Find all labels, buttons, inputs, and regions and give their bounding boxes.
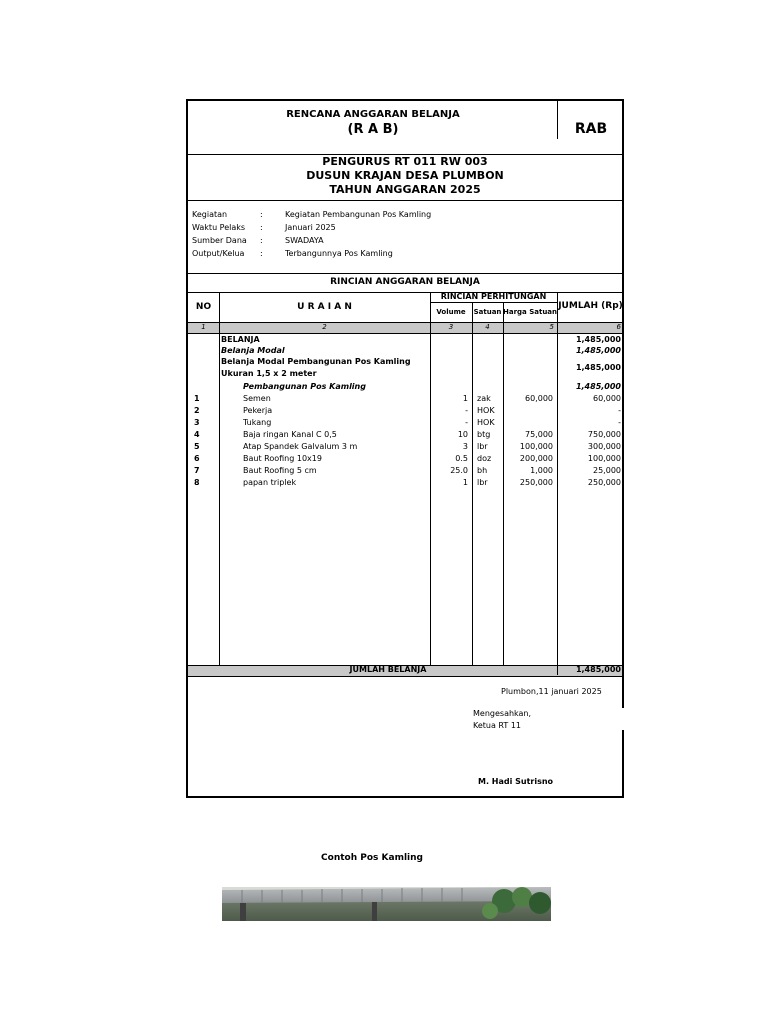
item-unit: HOK bbox=[477, 418, 495, 427]
info-sep: : bbox=[260, 210, 263, 219]
item-price: 75,000 bbox=[525, 430, 553, 439]
signer-name: M. Hadi Sutrisno bbox=[478, 777, 554, 786]
group-label: Belanja Modal Pembangunan Pos Kamling bbox=[221, 357, 411, 366]
total-label: JUMLAH BELANJA bbox=[349, 665, 427, 674]
item-total: - bbox=[618, 406, 621, 415]
total-amount: 1,485,000 bbox=[575, 665, 621, 674]
org-line-1: PENGURUS RT 011 RW 003 bbox=[322, 155, 488, 168]
item-unit: lbr bbox=[477, 442, 488, 451]
item-unit: lbr bbox=[477, 478, 488, 487]
column-line bbox=[503, 302, 504, 675]
item-volume: 25.0 bbox=[450, 466, 468, 475]
item-price: 200,000 bbox=[519, 454, 553, 463]
item-unit: doz bbox=[477, 454, 492, 463]
item-price: 250,000 bbox=[519, 478, 553, 487]
item-name: Atap Spandek Galvalum 3 m bbox=[243, 442, 358, 451]
col-uraian: U R A I A N bbox=[297, 302, 352, 312]
group-amount: 1,485,000 bbox=[575, 346, 621, 355]
pos-kamling-photo-illustration bbox=[222, 887, 551, 921]
item-unit: bh bbox=[477, 466, 488, 475]
item-name: Baut Roofing 5 cm bbox=[243, 466, 317, 475]
group-amount: 1,485,000 bbox=[575, 382, 621, 391]
item-no: 2 bbox=[194, 406, 200, 415]
rab-document bbox=[186, 99, 624, 798]
item-name: Pekerja bbox=[243, 406, 273, 415]
item-no: 7 bbox=[194, 466, 200, 475]
item-price: 60,000 bbox=[525, 394, 553, 403]
item-total: 300,000 bbox=[587, 442, 621, 451]
item-name: Baja ringan Kanal C 0,5 bbox=[243, 430, 337, 439]
item-volume: - bbox=[465, 406, 468, 415]
item-unit: btg bbox=[477, 430, 491, 439]
item-no: 4 bbox=[194, 430, 200, 439]
item-volume: 10 bbox=[457, 430, 468, 439]
item-volume: 1 bbox=[462, 394, 468, 403]
info-sep: : bbox=[260, 236, 263, 245]
example-caption: Contoh Pos Kamling bbox=[321, 853, 423, 863]
info-sep: : bbox=[260, 223, 263, 232]
info-value: SWADAYA bbox=[285, 236, 324, 245]
item-no: 8 bbox=[194, 478, 200, 487]
divider bbox=[188, 200, 622, 201]
item-total: 25,000 bbox=[593, 466, 621, 475]
column-line bbox=[472, 302, 473, 675]
col-volume: Volume bbox=[436, 308, 466, 316]
org-line-3: TAHUN ANGGARAN 2025 bbox=[329, 183, 481, 196]
column-index: 5 bbox=[549, 323, 554, 331]
item-no: 3 bbox=[194, 418, 200, 427]
col-rincian: RINCIAN PERHITUNGAN bbox=[440, 292, 547, 301]
signer-role: Ketua RT 11 bbox=[473, 721, 522, 730]
column-index: 3 bbox=[448, 323, 454, 331]
item-name: Semen bbox=[243, 394, 271, 403]
section-title: RINCIAN ANGGARAN BELANJA bbox=[330, 277, 480, 287]
col-harga: Harga Satuan bbox=[503, 308, 558, 316]
group-label: Pembangunan Pos Kamling bbox=[243, 382, 366, 391]
item-name: Baut Roofing 10x19 bbox=[243, 454, 322, 463]
item-total: 250,000 bbox=[587, 478, 621, 487]
border-gap bbox=[622, 708, 626, 730]
place-date: Plumbon,11 januari 2025 bbox=[501, 687, 602, 696]
divider bbox=[188, 273, 622, 274]
info-value: Terbangunnya Pos Kamling bbox=[285, 249, 393, 258]
org-line-2: DUSUN KRAJAN DESA PLUMBON bbox=[306, 169, 504, 182]
column-index: 6 bbox=[616, 323, 621, 331]
doc-title: RENCANA ANGGARAN BELANJA bbox=[286, 109, 460, 120]
item-volume: 0.5 bbox=[455, 454, 468, 463]
item-unit: zak bbox=[477, 394, 491, 403]
item-total: 750,000 bbox=[587, 430, 621, 439]
item-name: Tukang bbox=[243, 418, 272, 427]
info-label: Waktu Pelaks bbox=[192, 223, 246, 232]
item-name: papan triplek bbox=[243, 478, 297, 487]
col-satuan: Satuan bbox=[473, 308, 502, 316]
approval-text: Mengesahkan, bbox=[473, 709, 532, 718]
doc-code: RAB bbox=[574, 121, 608, 137]
column-index: 4 bbox=[485, 323, 490, 331]
group-amount: 1,485,000 bbox=[575, 335, 621, 344]
info-sep: : bbox=[260, 249, 263, 258]
group-label: Belanja Modal bbox=[221, 346, 285, 355]
item-no: 6 bbox=[194, 454, 200, 463]
item-price: 100,000 bbox=[519, 442, 553, 451]
info-label: Kegiatan bbox=[192, 210, 228, 219]
item-no: 1 bbox=[194, 394, 200, 403]
item-total: - bbox=[618, 418, 621, 427]
group-label: Ukuran 1,5 x 2 meter bbox=[221, 369, 317, 378]
info-value: Kegiatan Pembangunan Pos Kamling bbox=[285, 210, 432, 219]
info-value: Januari 2025 bbox=[285, 223, 336, 232]
item-volume: 1 bbox=[462, 478, 468, 487]
item-no: 5 bbox=[194, 442, 200, 451]
item-price: 1,000 bbox=[530, 466, 553, 475]
col-no: NO bbox=[195, 302, 212, 312]
column-index: 2 bbox=[322, 323, 327, 331]
item-total: 100,000 bbox=[587, 454, 621, 463]
col-jumlah: JUMLAH (Rp) bbox=[558, 301, 623, 311]
item-volume: - bbox=[465, 418, 468, 427]
item-unit: HOK bbox=[477, 406, 495, 415]
column-index: 1 bbox=[201, 323, 206, 331]
info-label: Sumber Dana bbox=[192, 236, 247, 245]
doc-subtitle: (R A B) bbox=[347, 122, 399, 137]
column-line bbox=[219, 292, 220, 675]
info-label: Output/Kelua bbox=[192, 249, 245, 258]
item-volume: 3 bbox=[462, 442, 468, 451]
pos-kamling-photo bbox=[222, 887, 551, 921]
item-total: 60,000 bbox=[593, 394, 621, 403]
group-label: BELANJA bbox=[221, 335, 260, 344]
group-amount: 1,485,000 bbox=[575, 363, 621, 372]
divider bbox=[430, 302, 557, 303]
